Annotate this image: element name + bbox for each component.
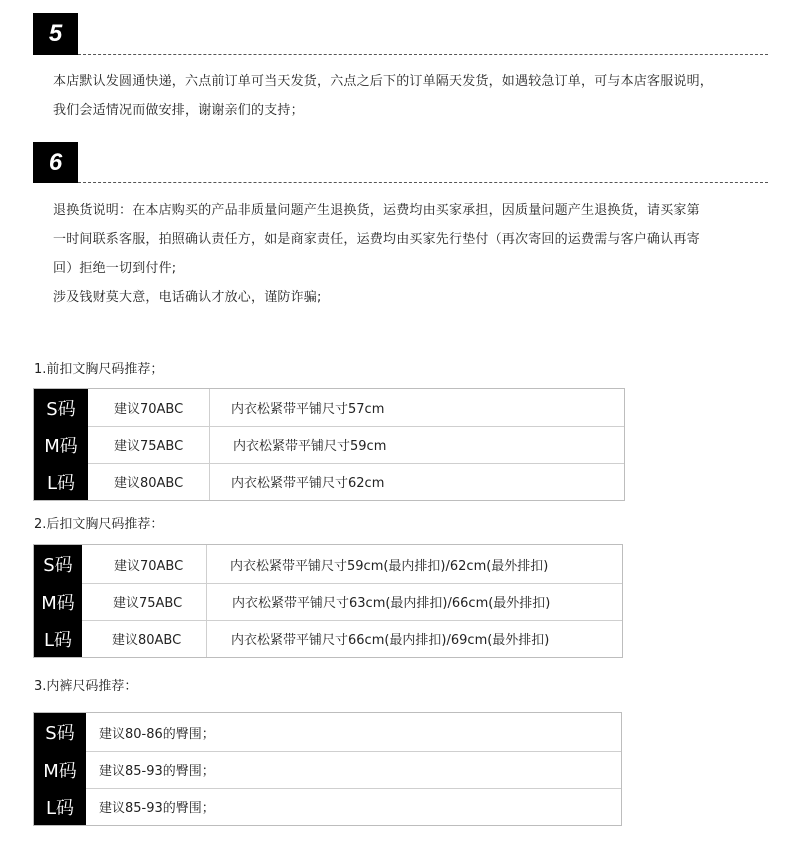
section-number-5: 5 — [33, 13, 78, 55]
back-bra-size-table — [33, 544, 623, 658]
notice-line: 回）拒绝一切到付件; — [53, 261, 177, 276]
section-divider — [78, 182, 768, 183]
notice-line: 本店默认发圆通快递，六点前订单可当天发货，六点之后下的订单隔天发货，如遇较急订单，可与本店客服说明， — [53, 74, 714, 89]
advice-cell: 建议80ABC — [114, 476, 184, 491]
advice-cell: 建议75ABC — [113, 596, 183, 611]
size-label: M码 — [43, 760, 77, 782]
notice-line: 涉及钱财莫大意，电话确认才放心，谨防诈骗; — [53, 290, 322, 305]
notice-line: 我们会适情况而做安排，谢谢亲们的支持； — [53, 103, 304, 118]
size-label: S码 — [45, 723, 75, 744]
detail-cell: 建议85-93的臀围； — [99, 801, 215, 816]
table-title: 1.前扣文胸尺码推荐； — [34, 362, 164, 377]
advice-cell: 建议70ABC — [114, 402, 184, 417]
notice-line: 退换货说明：在本店购买的产品非质量问题产生退换货，运费均由买家承担，因质量问题产生退换货，请买家第 — [53, 203, 700, 218]
column-divider — [206, 545, 207, 657]
detail-cell: 内衣松紧带平铺尺寸59cm — [233, 439, 387, 454]
return-notice — [53, 196, 773, 312]
detail-cell: 内衣松紧带平铺尺寸59cm(最内排扣)/62cm(最外排扣) — [230, 558, 549, 574]
front-bra-size-table — [33, 388, 625, 501]
size-label: L码 — [43, 629, 73, 651]
section-number-6: 6 — [33, 142, 78, 183]
table-title: 2.后扣文胸尺码推荐： — [34, 517, 164, 532]
size-label: L码 — [46, 472, 76, 494]
detail-cell: 建议80-86的臀围； — [99, 726, 215, 742]
detail-cell: 内衣松紧带平铺尺寸57cm — [231, 402, 385, 417]
table-title: 3.内裤尺码推荐： — [34, 679, 138, 694]
detail-cell: 内衣松紧带平铺尺寸66cm(最内排扣)/69cm(最外排扣) — [231, 633, 550, 648]
size-label: L码 — [45, 797, 75, 819]
size-label: S码 — [43, 555, 73, 576]
section-divider — [78, 54, 768, 55]
size-label: M码 — [41, 592, 75, 614]
detail-cell: 内衣松紧带平铺尺寸62cm — [231, 476, 385, 491]
detail-cell: 建议85-93的臀围； — [99, 764, 215, 779]
advice-cell: 建议70ABC — [114, 558, 184, 574]
advice-cell: 建议80ABC — [112, 633, 182, 648]
size-label: S码 — [46, 398, 76, 420]
size-label: M码 — [44, 435, 78, 457]
advice-cell: 建议75ABC — [114, 439, 184, 454]
detail-cell: 内衣松紧带平铺尺寸63cm(最内排扣)/66cm(最外排扣) — [232, 596, 551, 611]
column-divider — [209, 389, 210, 500]
shipping-notice — [53, 67, 773, 125]
notice-line: 一时间联系客服，拍照确认责任方，如是商家责任，运费均由买家先行垫付（再次寄回的运费需与客户确认再寄 — [53, 232, 700, 247]
brief-size-table — [33, 712, 622, 826]
